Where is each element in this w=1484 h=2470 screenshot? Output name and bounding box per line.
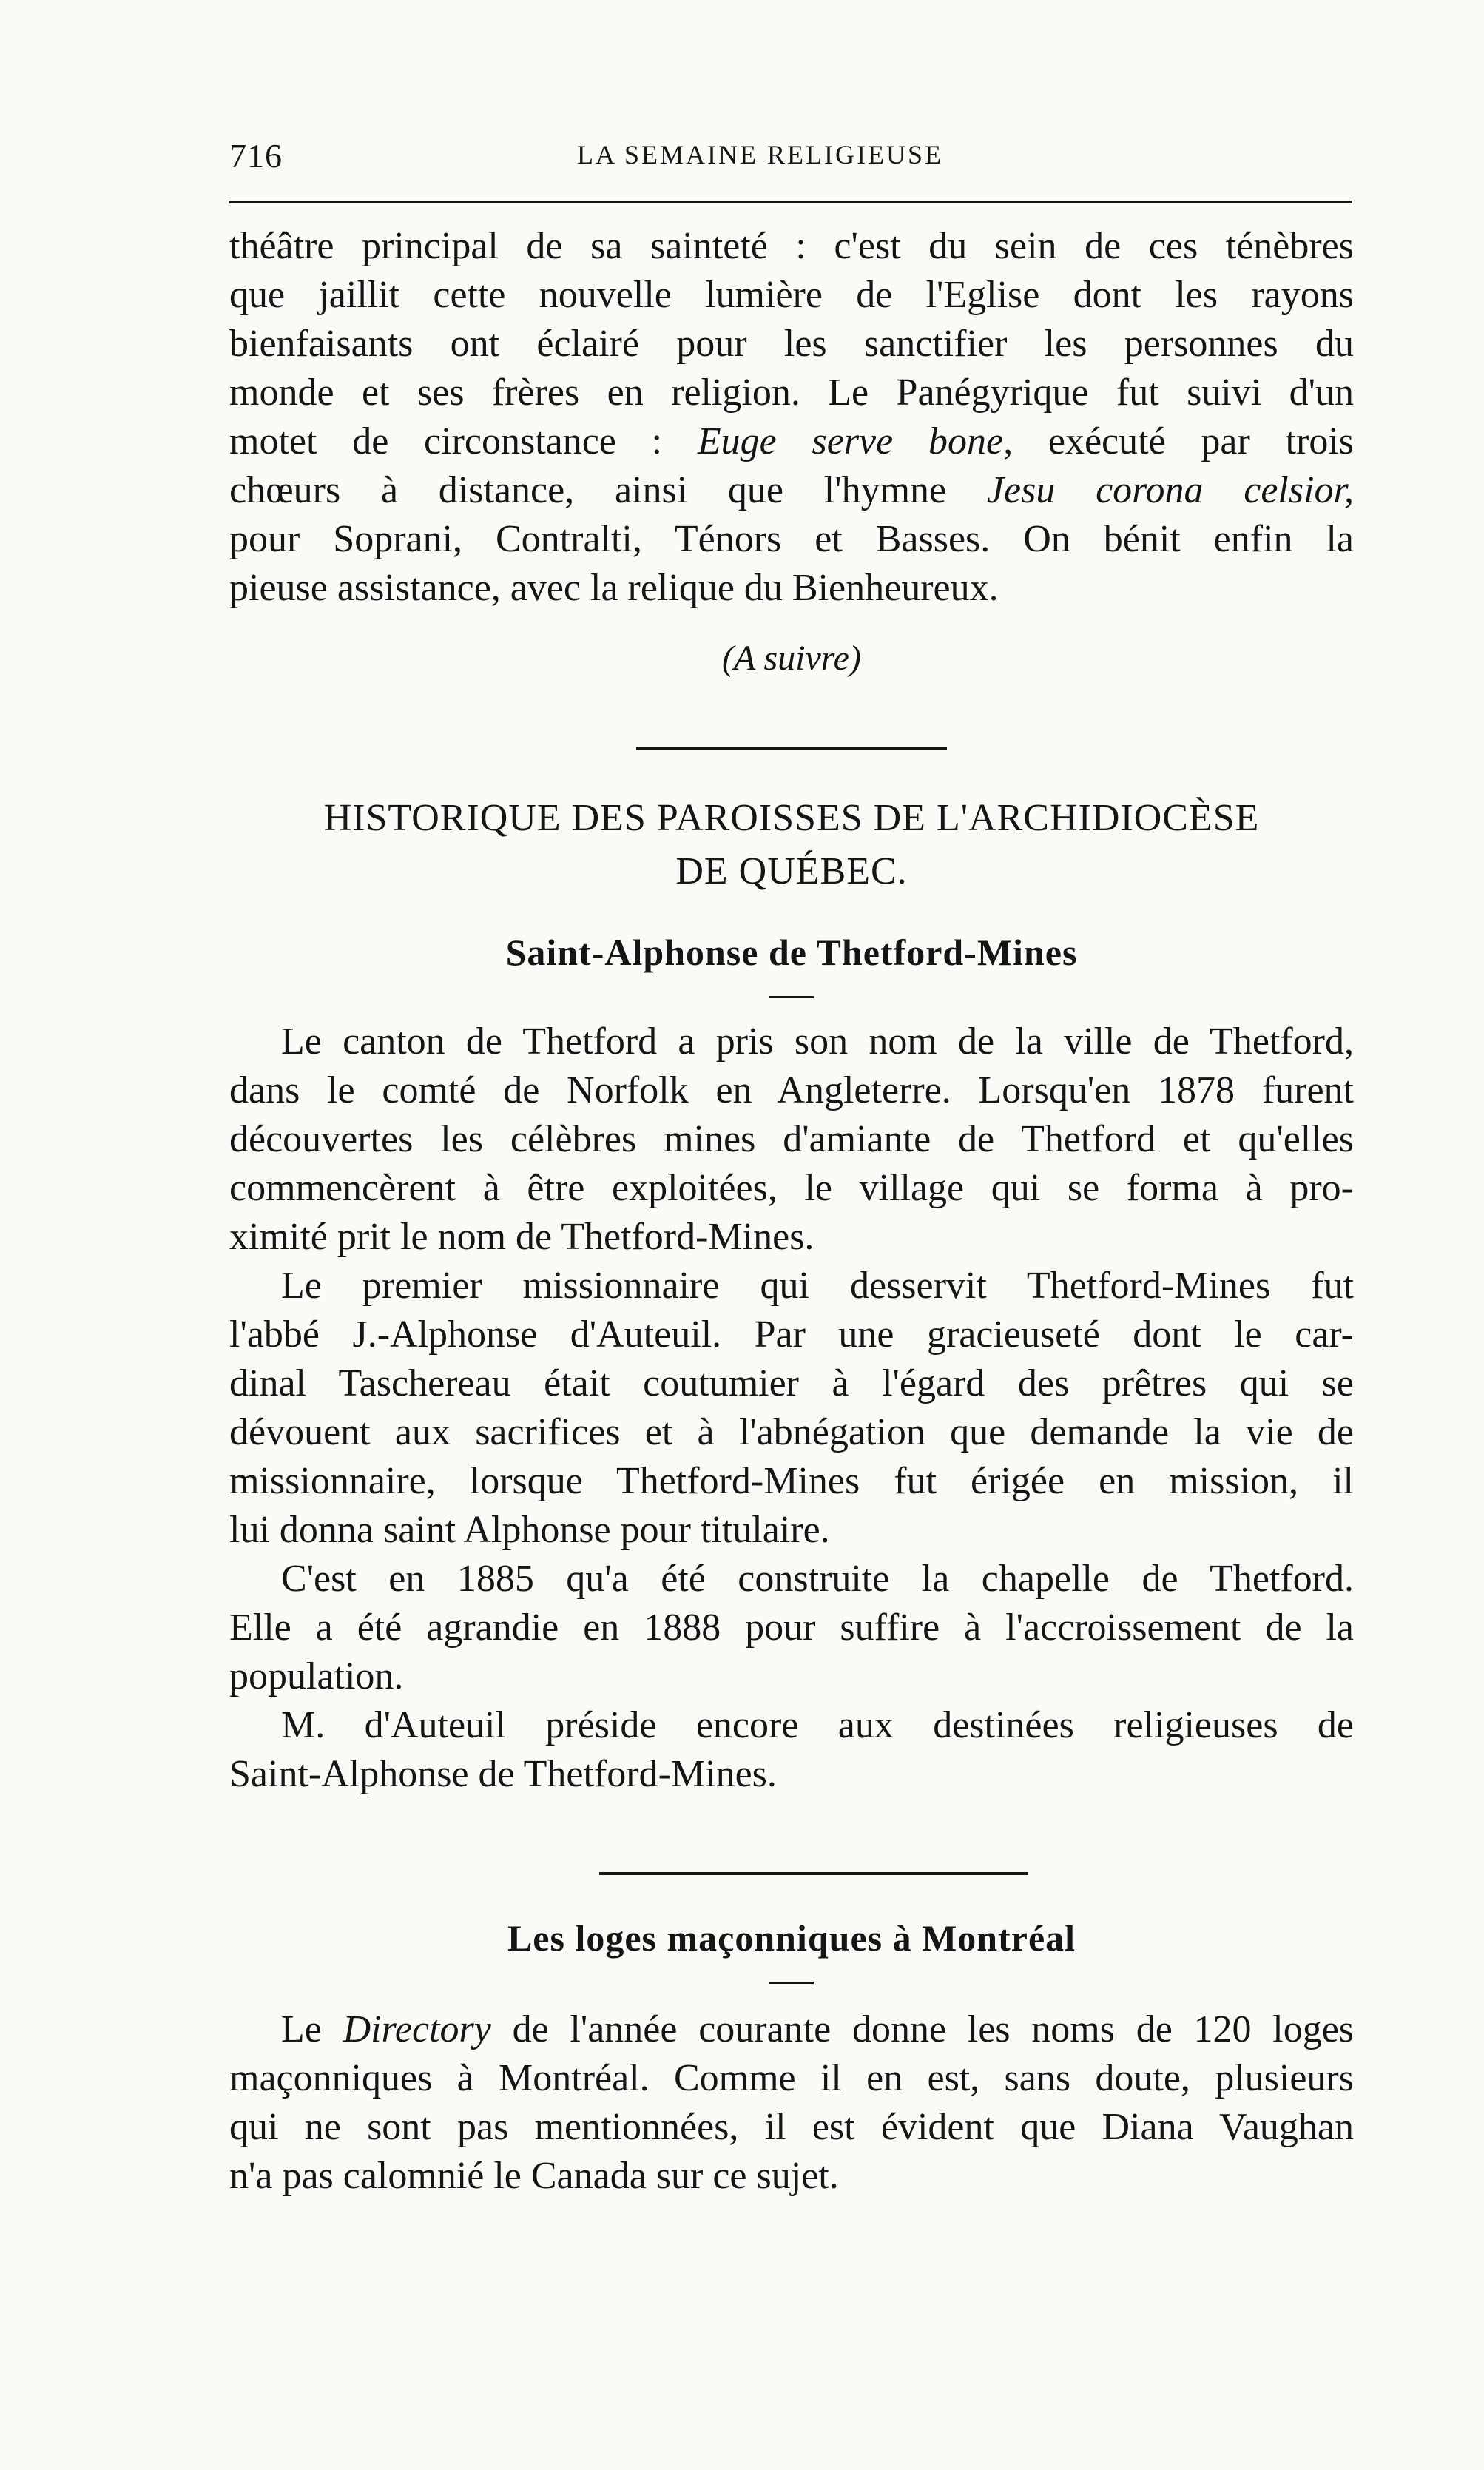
text-line xyxy=(229,2005,1354,2054)
subtitle-dash xyxy=(769,1982,814,1984)
text-line: l'abbé J.-Alphonse d'Auteuil. Par une gracieuseté dont le car- xyxy=(229,1313,1354,1356)
text-line: pieuse assistance, avec la relique du Bienheureux. xyxy=(229,567,999,609)
article-body xyxy=(229,2005,1354,2201)
section-rule xyxy=(599,1872,1028,1875)
text-line: dévouent aux sacrifices et à l'abnégation que demande la vie de xyxy=(229,1411,1354,1453)
text-line: découvertes les célèbres mines d'amiante de Thetford et qu'elles xyxy=(229,1118,1354,1160)
italic-title: Directory xyxy=(343,2008,491,2050)
text-line: Le premier missionnaire qui desservit Thetford-Mines fut xyxy=(281,1265,1354,1307)
article-body xyxy=(229,1017,1354,1799)
text-line: bienfaisants ont éclairé pour les sanctifier les personnes du xyxy=(229,323,1354,365)
article-subtitle: Saint-Alphonse de Thetford-Mines xyxy=(505,932,1078,973)
text-line xyxy=(229,417,1354,466)
text-line: que jaillit cette nouvelle lumière de l'Eglise dont les rayons xyxy=(229,274,1354,316)
text-line: population. xyxy=(229,1655,404,1697)
text-segment: exécuté par trois xyxy=(1048,420,1355,462)
running-head xyxy=(229,132,1354,184)
page-number: 716 xyxy=(229,137,283,175)
text-line: dans le comté de Norfolk en Angleterre. Lorsqu'en 1878 furent xyxy=(229,1069,1354,1111)
text-line: C'est en 1885 qu'a été construite la chapelle de Thetford. xyxy=(281,1558,1354,1600)
text-line: dinal Taschereau était coutumier à l'égard des prêtres qui se xyxy=(229,1362,1354,1404)
a-suivre: (A suivre) xyxy=(722,639,861,678)
section-title xyxy=(229,792,1354,898)
text-line xyxy=(229,466,1354,515)
running-title: LA SEMAINE RELIGIEUSE xyxy=(577,140,943,169)
section-rule xyxy=(636,747,947,750)
text-segment: chœurs à distance, ainsi que l'hymne xyxy=(229,469,947,511)
article-subtitle: Les loges maçonniques à Montréal xyxy=(507,1917,1076,1959)
continuation-paragraph xyxy=(229,222,1354,613)
text-line: Elle a été agrandie en 1888 pour suffire à l'accroissement de la xyxy=(229,1606,1354,1649)
text-line: qui ne sont pas mentionnées, il est évident que Diana Vaughan xyxy=(229,2106,1354,2148)
text-line: lui donna saint Alphonse pour titulaire. xyxy=(229,1509,830,1551)
italic-title: Jesu corona celsior, xyxy=(986,469,1355,511)
text-segment: de l'année courante donne les noms de 120 loges xyxy=(512,2008,1355,2050)
text-line: Saint-Alphonse de Thetford-Mines. xyxy=(229,1753,777,1795)
subtitle-dash xyxy=(769,996,814,998)
text-line: théâtre principal de sa sainteté : c'est du sein de ces ténèbres xyxy=(229,225,1354,267)
text-line: M. d'Auteuil préside encore aux destinées religieuses de xyxy=(281,1704,1354,1746)
section-title-line: DE QUÉBEC. xyxy=(675,850,908,892)
text-segment: motet de circonstance : xyxy=(229,420,663,462)
text-segment: Le xyxy=(281,2008,322,2050)
header-rule xyxy=(229,201,1352,203)
text-line: commencèrent à être exploitées, le village qui se forma à pro- xyxy=(229,1167,1354,1209)
text-line: Le canton de Thetford a pris son nom de la ville de Thetford, xyxy=(281,1020,1354,1063)
text-line: n'a pas calomnié le Canada sur ce sujet. xyxy=(229,2155,839,2197)
italic-title: Euge serve bone, xyxy=(697,420,1013,462)
text-line: ximité prit le nom de Thetford-Mines. xyxy=(229,1216,814,1258)
text-line: maçonniques à Montréal. Comme il en est, sans doute, plusieurs xyxy=(229,2057,1354,2099)
text-line: pour Soprani, Contralti, Ténors et Basses. On bénit enfin la xyxy=(229,518,1354,560)
section-title-line: HISTORIQUE DES PAROISSES DE L'ARCHIDIOCÈSE xyxy=(323,797,1260,839)
text-line: missionnaire, lorsque Thetford-Mines fut érigée en mission, il xyxy=(229,1460,1354,1502)
text-line: monde et ses frères en religion. Le Panégyrique fut suivi d'un xyxy=(229,371,1354,414)
